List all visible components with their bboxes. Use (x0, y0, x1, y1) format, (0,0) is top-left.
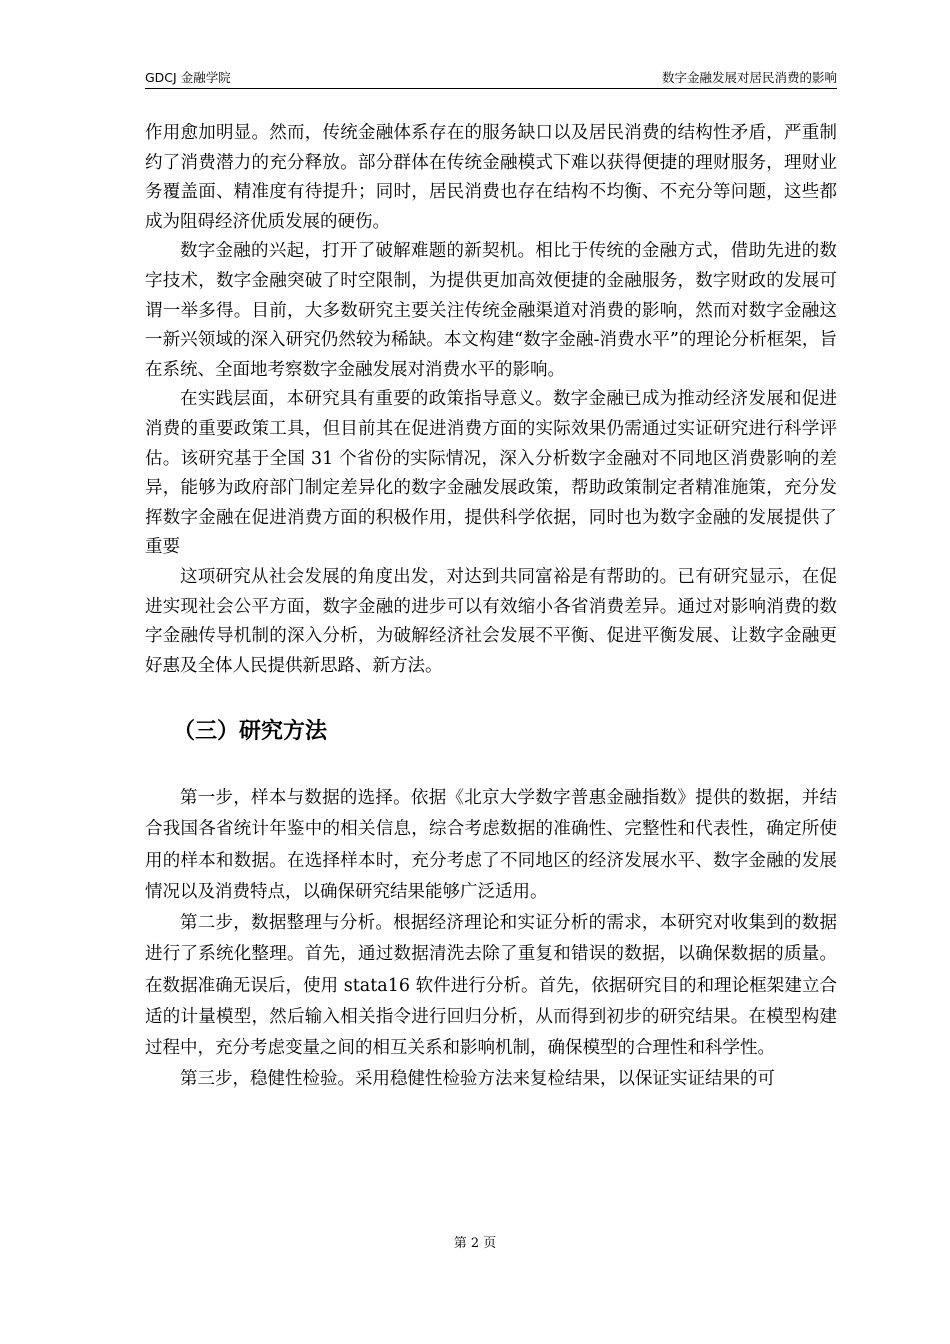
paragraph-step-three: 第三步，稳健性检验。采用稳健性检验方法来复检结果，以保证实证结果的可 (180, 1069, 775, 1090)
paragraph-step-one: 第一步，样本与数据的选择。依据《北京大学数字普惠金融指数》提供的数据，并结合我国各省统计年鉴中的相关信息，综合考虑数据的准确性、完整性和代表性，确定所使用的样本和数据。在选择样本时，充分考虑了不同地区的经济发展水平、数字金融的发展情况以及消费特点，以确保研究结果能够广泛适用。 (145, 788, 837, 902)
paragraph-continuation: 作用愈加明显。然而，传统金融体系存在的服务缺口以及居民消费的结构性矛盾，严重制约了消费潜力的充分释放。部分群体在传统金融模式下难以获得便捷的理财服务，理财业务覆盖面、精准度有待提升；同时，居民消费也存在结构不均衡、不充分等问题，这些都成为阻碍经济优质发展的硬伤。 (145, 123, 837, 232)
page-number: 第 2 页 (453, 1236, 497, 1251)
paragraph-digital-finance-rise: 数字金融的兴起，打开了破解难题的新契机。相比于传统的金融方式，借助先进的数字技术，数字金融突破了时空限制，为提供更加高效便捷的金融服务，数字财政的发展可谓一举多得。目前，大多数研究主要关注传统金融渠道对消费的影响，然而对数字金融这一新兴领域的深入研究仍然较为稀缺。本文构建“数字金融-消费水平”的理论分析框架，旨在系统、全面地考察数字金融发展对消费水平的影响。 (145, 241, 837, 380)
header-institution: GDCJ 金融学院 (145, 70, 231, 85)
page-body (145, 119, 837, 1095)
paragraph-practical-significance: 在实践层面，本研究具有重要的政策指导意义。数字金融已成为推动经济发展和促进消费的重要政策工具，但目前其在促进消费方面的实际效果仍需通过实证研究进行科学评估。该研究基于全国 31 个省份的实际情况，深入分析数字金融对不同地区消费影响的差异，能够为政府部门制定差异化的数字金融发展政策，帮助政策制定者精准施策，充分发挥数字金融在促进消费方面的积极作用，提供科学依据，同时也为数字金融的发展提供了重要 (145, 389, 837, 558)
header-paper-title: 数字金融发展对居民消费的影响 (661, 70, 837, 85)
page-header (145, 66, 837, 89)
section-heading-research-methods: （三）研究方法 (173, 719, 328, 745)
paragraph-step-two: 第二步，数据整理与分析。根据经济理论和实证分析的需求，本研究对收集到的数据进行了系统化整理。首先，通过数据清洗去除了重复和错误的数据，以确保数据的质量。在数据准确无误后，使用 stata16 软件进行分析。首先，依据研究目的和理论框架建立合适的计量模型，然后输入相关指令进行回归分析，从而得到初步的研究结果。在模型构建过程中，充分考虑变量之间的相互关系和影响机制，确保模型的合理性和科学性。 (145, 913, 837, 1058)
paragraph-social-development: 这项研究从社会发展的角度出发，对达到共同富裕是有帮助的。已有研究显示，在促进实现社会公平方面，数字金融的进步可以有效缩小各省消费差异。通过对影响消费的数字金融传导机制的深入分析，为破解经济社会发展不平衡、促进平衡发展、让数字金融更好惠及全体人民提供新思路、新方法。 (145, 566, 837, 676)
